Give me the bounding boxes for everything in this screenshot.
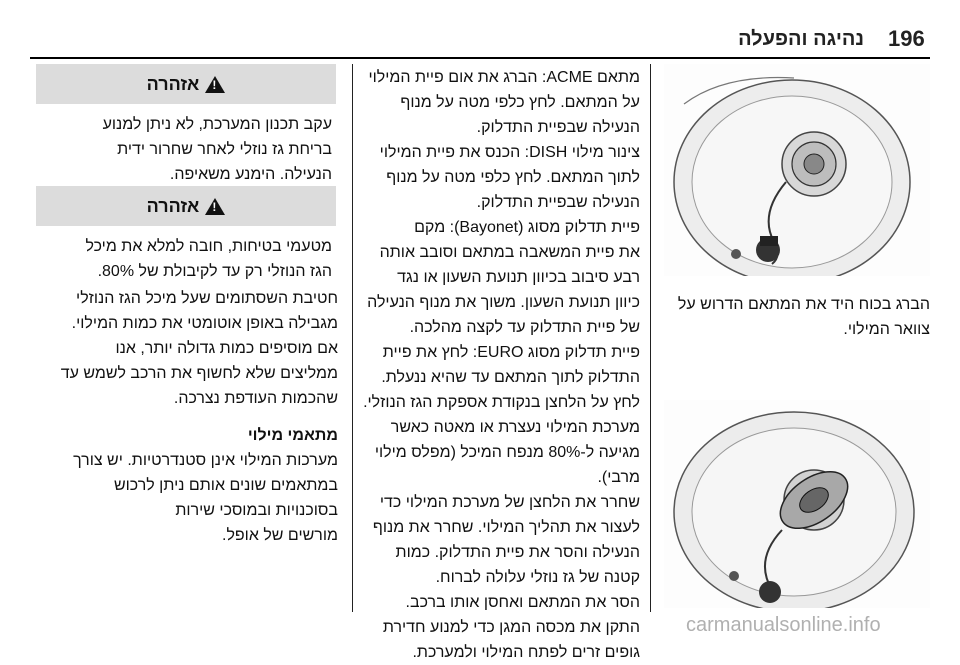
text-line: עקב תכנון המערכת, לא ניתן למנוע bbox=[102, 116, 332, 133]
warning-title: אזהרה bbox=[146, 73, 200, 94]
section-heading: מתאמי מילוי bbox=[247, 427, 338, 444]
text-line: של פיית התדלוק עד לקצה מהלכה. bbox=[409, 319, 640, 336]
text-line: מגבילה באופן אוטומטי את כמות המילוי. bbox=[71, 315, 338, 332]
page-number: 196 bbox=[888, 26, 925, 51]
warning-triangle-icon bbox=[205, 76, 225, 93]
caption-line: הברג בכוח היד את המתאם הדרוש על bbox=[677, 296, 930, 313]
text-line: מורשים של אופל. bbox=[222, 527, 338, 544]
warning-triangle-icon bbox=[205, 198, 225, 215]
warning-text bbox=[36, 104, 336, 193]
text-line: לעצור את תהליך המילוי. שחרר את מנוף bbox=[372, 519, 640, 536]
text-line: פיית תדלוק מסוג EURO: לחץ את פיית bbox=[382, 344, 640, 361]
text-line: לחץ על הלחצן בנקודת אספקת הגז הנוזלי. bbox=[363, 394, 640, 411]
photo-caption bbox=[664, 292, 930, 342]
text-line: מגיעה ל-80% מנפח המיכל (מפלס מילוי bbox=[374, 444, 640, 461]
text-line: על המתאם. לחץ כלפי מטה על מנוף bbox=[400, 94, 640, 111]
filling-instructions bbox=[362, 65, 640, 665]
text-line: קטנה של גז נוזלי עלולה לברוח. bbox=[435, 569, 640, 586]
text-line: גופים זרים לפתח המילוי ולמערכת. bbox=[412, 644, 640, 661]
text-line: מטעמי בטיחות, חובה למלא את מיכל bbox=[85, 238, 332, 255]
warning-text bbox=[36, 226, 336, 290]
chapter-title: נהיגה והפעלה bbox=[738, 28, 864, 50]
text-line: בסוכנויות ובמוסכי שירות bbox=[175, 502, 338, 519]
text-line: הנעילה והסר את פיית התדלוק. כמות bbox=[395, 544, 640, 561]
text-line: התקן את מכסה המגן כדי למנוע חדירת bbox=[382, 619, 640, 636]
header-rule bbox=[30, 57, 930, 59]
text-line: רבע סיבוב בכיוון תנועת השעון או נגד bbox=[397, 269, 640, 286]
text-line: הנעילה. הימנע משאיפה. bbox=[169, 166, 332, 183]
warning-header bbox=[36, 64, 336, 104]
text-line: כיוון תנועת השעון. משוך את מנוף הנעילה bbox=[367, 294, 640, 311]
text-line: את פיית המשאבה במתאם וסובב אותה bbox=[379, 244, 640, 261]
text-line: מרבי). bbox=[597, 469, 640, 486]
text-line: צינור מילוי DISH: הכנס את פיית המילוי bbox=[379, 144, 640, 161]
text-line: מערכת המילוי נעצרת או מאטה כאשר bbox=[390, 419, 640, 436]
text-line: הנעילה שבפיית התדלוק. bbox=[476, 119, 640, 136]
text-line: חטיבת השסתומים שעל מיכל הגז הנוזלי bbox=[76, 290, 338, 307]
fuel-filler-photo-top bbox=[664, 64, 930, 276]
text-line: הגז הנוזלי רק עד לקיבולת של 80%. bbox=[97, 263, 332, 280]
text-line: בריחת גז נוזלי לאחר שחרור ידית bbox=[117, 141, 332, 158]
text-line: שהכמות העודפת נצרכה. bbox=[173, 390, 338, 407]
caption-line: צוואר המילוי. bbox=[843, 321, 930, 338]
column-divider bbox=[650, 64, 651, 612]
site-watermark[interactable]: carmanualsonline.info bbox=[686, 614, 881, 636]
valve-text bbox=[28, 286, 338, 548]
text-line: במתאמים שונים אותם ניתן לרכוש bbox=[113, 477, 338, 494]
text-line: הסר את המתאם ואחסן אותו ברכב. bbox=[405, 594, 640, 611]
text-line: שחרר את הלחצן של מערכת המילוי כדי bbox=[379, 494, 640, 511]
warning-header bbox=[36, 186, 336, 226]
text-line: מתאם ACME: הברג את אום פיית המילוי bbox=[368, 69, 640, 86]
text-line: מערכות המילוי אינן סטנדרטיות. יש צורך bbox=[73, 452, 338, 469]
text-line: אם מוסיפים כמות גדולה יותר, אנו bbox=[115, 340, 338, 357]
warning-box bbox=[36, 64, 336, 193]
fuel-filler-photo-bottom bbox=[664, 400, 930, 608]
text-line: פיית תדלוק מסוג (Bayonet): מקם bbox=[414, 219, 640, 236]
text-line: הנעילה שבפיית התדלוק. bbox=[476, 194, 640, 211]
text-line: ממליצים שלא לחשוף את הרכב לשמש עד bbox=[60, 365, 338, 382]
warning-box bbox=[36, 186, 336, 290]
warning-title: אזהרה bbox=[146, 195, 200, 216]
text-line: התדלוק לתוך המתאם עד שהיא ננעלת. bbox=[381, 369, 640, 386]
column-divider bbox=[352, 64, 353, 612]
text-line: לתוך המתאם. לחץ כלפי מטה על מנוף bbox=[386, 169, 640, 186]
